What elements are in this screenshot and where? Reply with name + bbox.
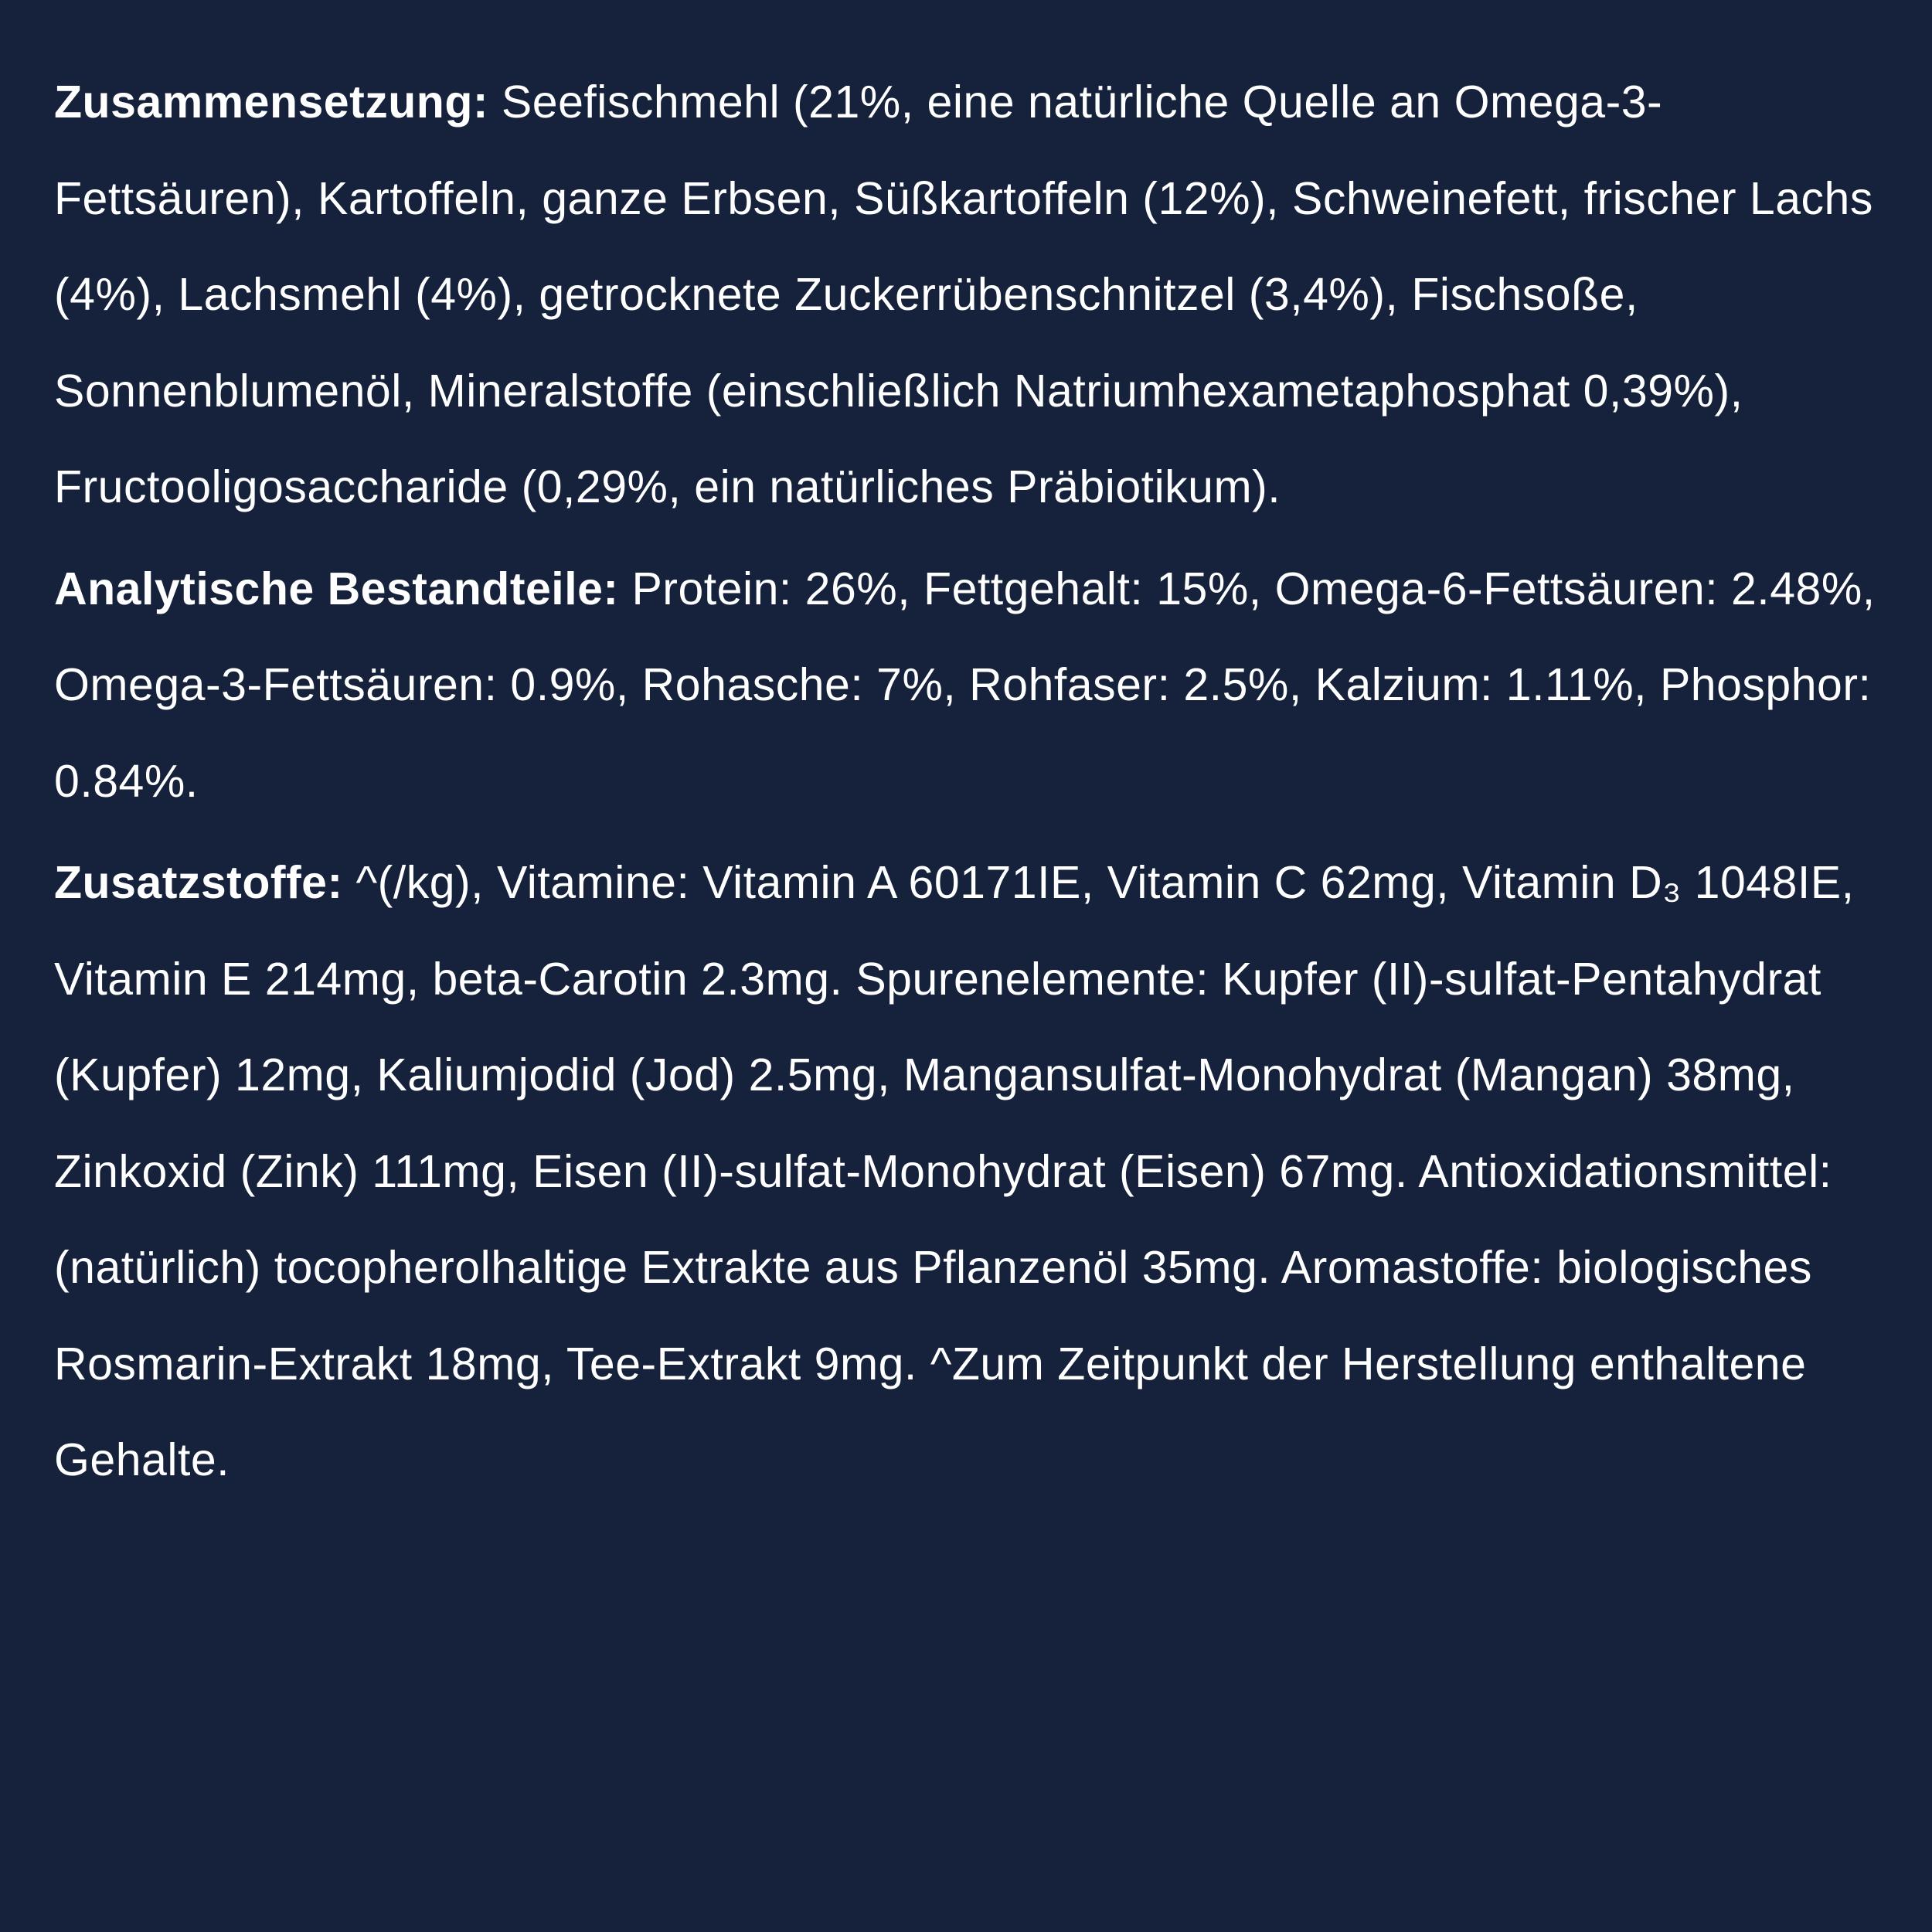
additives-section (54, 835, 1878, 1509)
composition-section (54, 54, 1878, 536)
composition-text: Seefischmehl (21%, eine natürliche Quelle an Omega-3-Fettsäuren), Kartoffeln, ganze Erbsen, Süßkartoffeln (12%), Schweinefett, frischer Lachs (4%), Lachsmehl (4%), getrocknete Zuckerrübenschnitzel (3,4%), Fischsoße, Sonnenblumenöl, Mineralstoffe (einschließlich Natriumhexametaphosphat 0,39%), Fructooligosaccharide (0,29%, ein natürliches Präbiotikum). (54, 77, 1873, 512)
additives-label: Zusatzstoffe: (54, 857, 343, 908)
additives-text: ^(/kg), Vitamine: Vitamin A 60171IE, Vitamin C 62mg, Vitamin D₃ 1048IE, Vitamin E 214mg, beta-Carotin 2.3mg. Spurenelemente: Kupfer (II)-sulfat-Pentahydrat (Kupfer) 12mg, Kaliumjodid (Jod) 2.5mg, Mangansulfat-Monohydrat (Mangan) 38mg, Zinkoxid (Zink) 111mg, Eisen (II)-sulfat-Monohydrat (Eisen) 67mg. Antioxidationsmittel: (natürlich) tocopherolhaltige Extrakte aus Pflanzenöl 35mg. Aromastoffe: biologisches Rosmarin-Extrakt 18mg, Tee-Extrakt 9mg. ^Zum Zeitpunkt der Herstellung enthaltene Gehalte. (54, 857, 1855, 1485)
analytical-constituents-label: Analytische Bestandteile: (54, 563, 619, 614)
analytical-constituents-text: Protein: 26%, Fettgehalt: 15%, Omega-6-Fettsäuren: 2.48%, Omega-3-Fettsäuren: 0.9%, Rohasche: 7%, Rohfaser: 2.5%, Kalzium: 1.11%, Phosphor: 0.84%. (54, 563, 1876, 807)
composition-label: Zusammensetzung: (54, 77, 489, 128)
analytical-constituents-section (54, 541, 1878, 830)
